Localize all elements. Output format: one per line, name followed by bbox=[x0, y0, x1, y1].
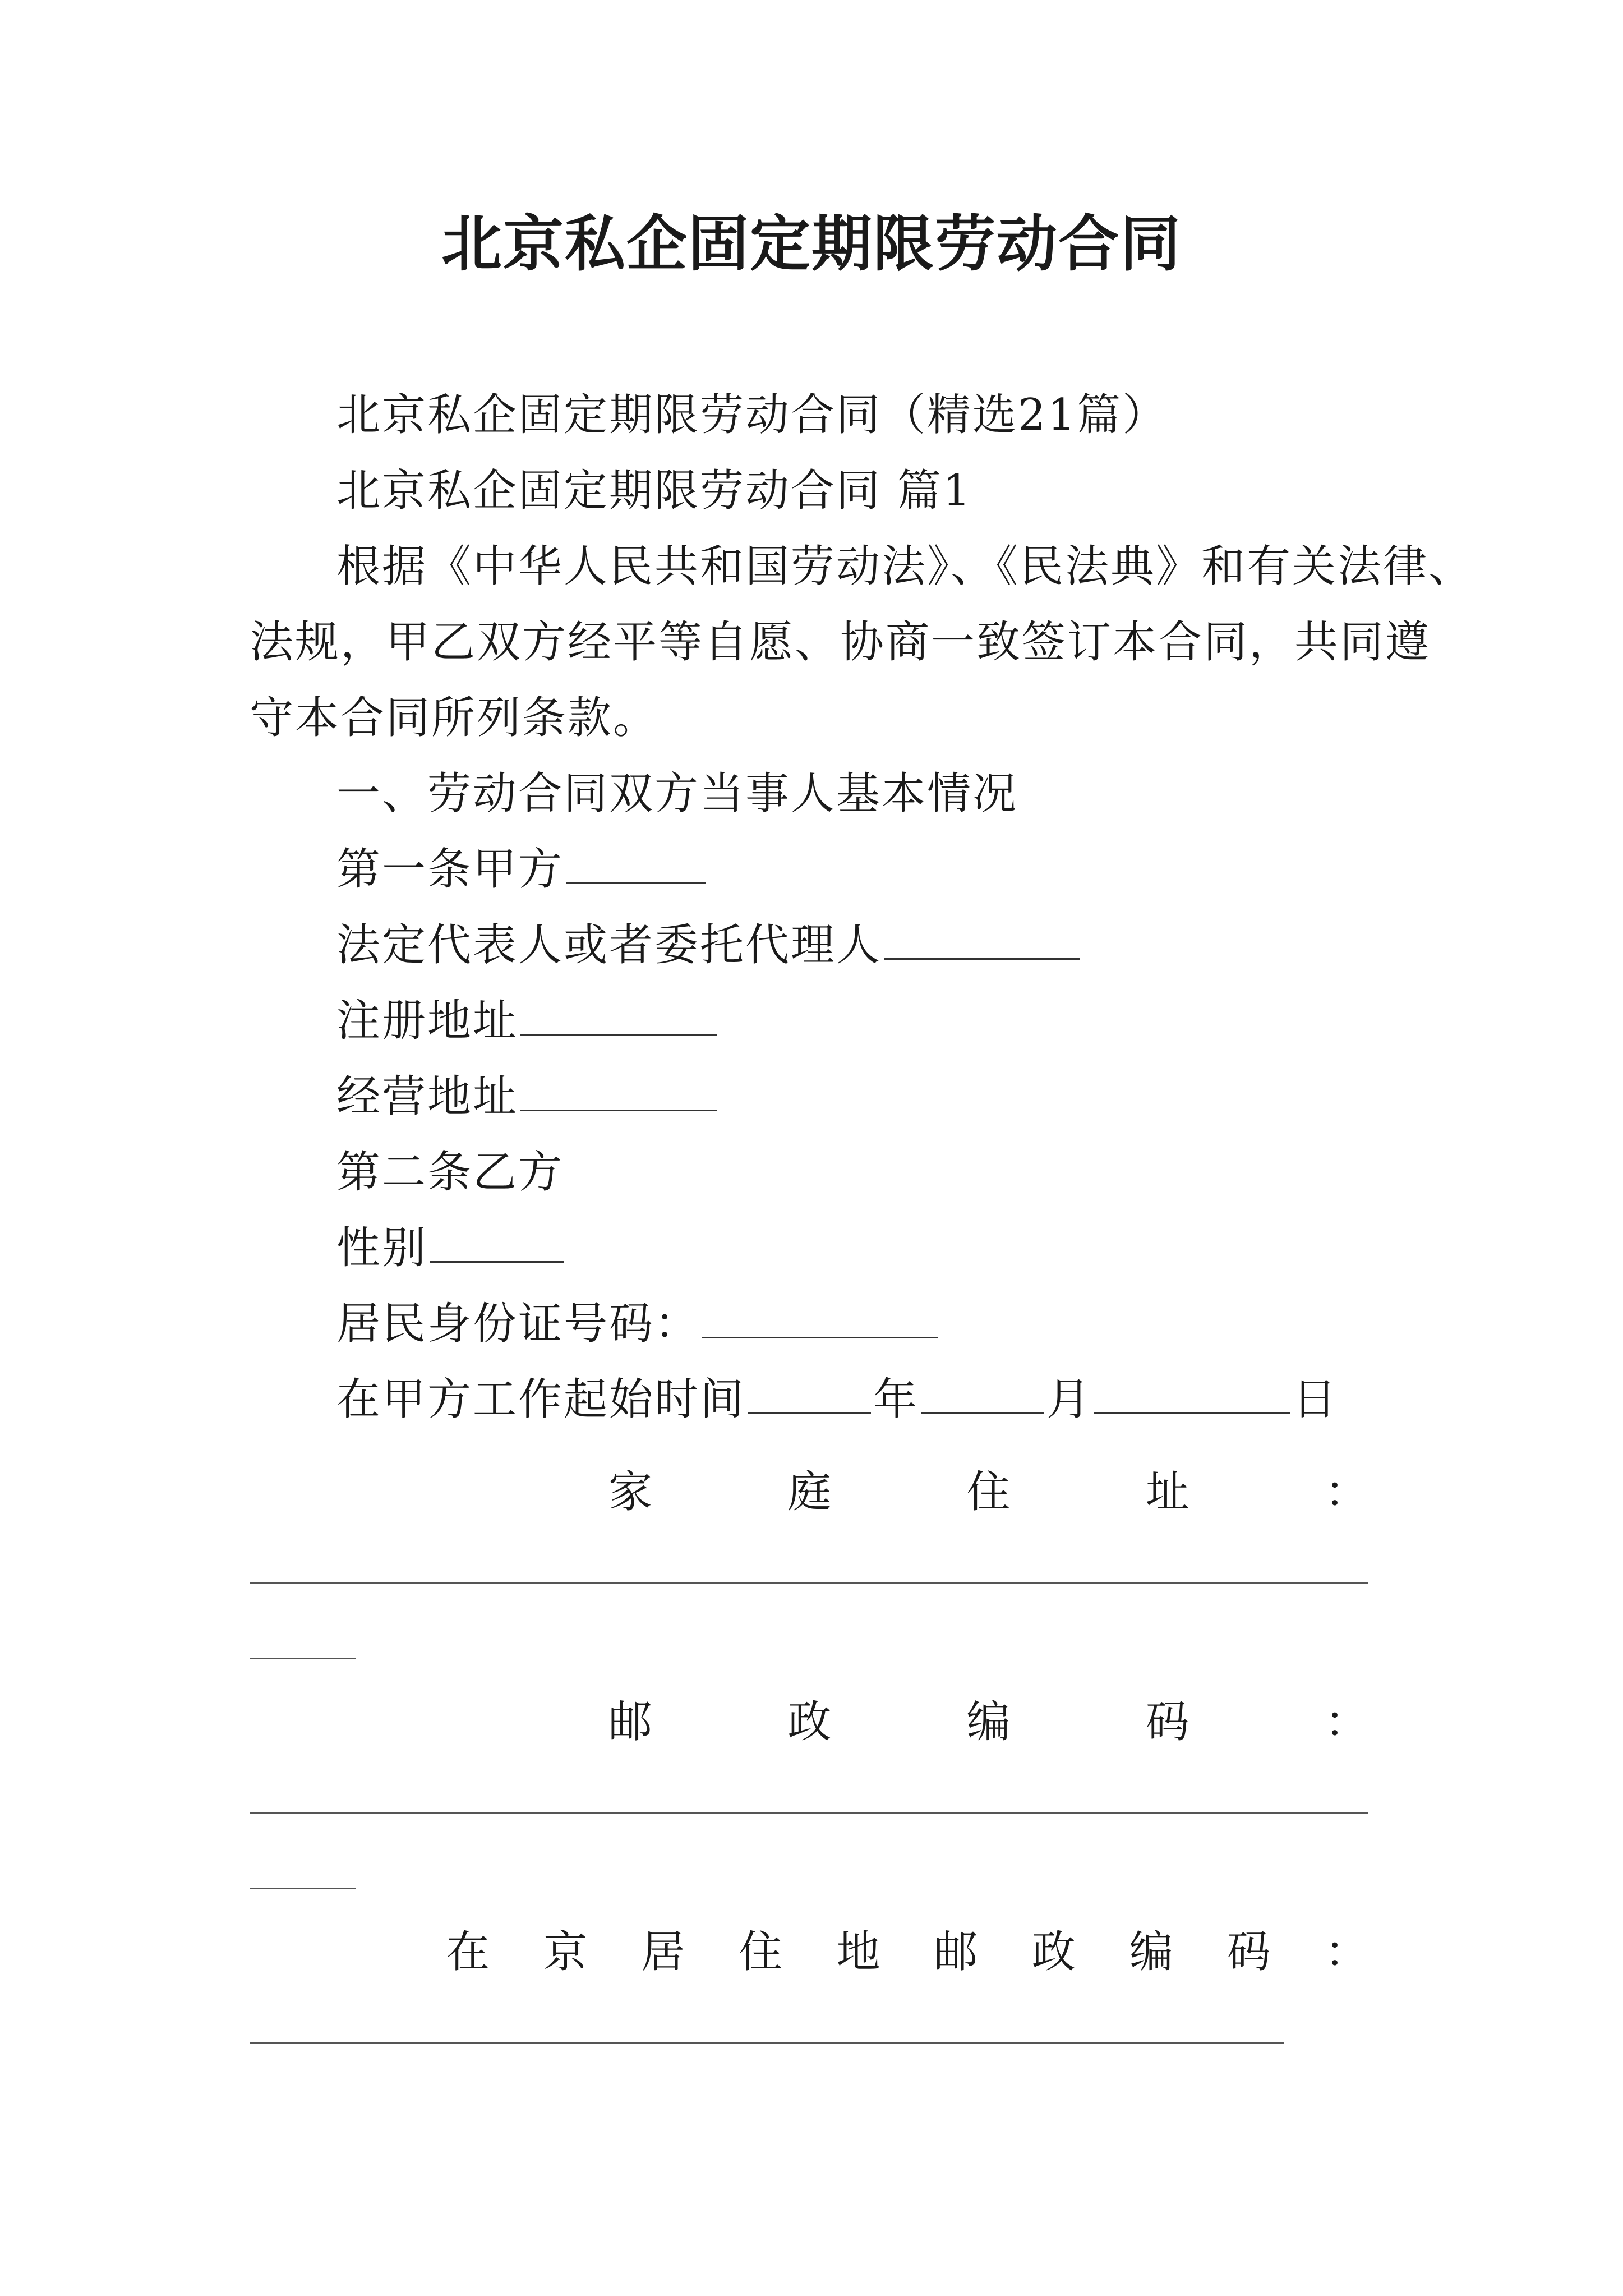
beijing-postal-char: 编 bbox=[1129, 1927, 1173, 1977]
business-address-label: 经营地址 bbox=[336, 1071, 519, 1122]
beijing-postal-char: 在 bbox=[446, 1927, 490, 1977]
start-time-label: 在甲方工作起始时间 bbox=[336, 1374, 746, 1425]
id-number-blank[interactable] bbox=[702, 1297, 938, 1338]
gender-row bbox=[336, 1220, 566, 1276]
intro-paragraph-line-2: 法规，甲乙双方经平等自愿、协商一致签订本合同，共同遵 bbox=[250, 617, 1431, 668]
month-label: 月 bbox=[1046, 1374, 1092, 1425]
party-b-label: 第二条乙方 bbox=[336, 1147, 564, 1198]
beijing-postal-char: 住 bbox=[739, 1927, 783, 1977]
year-label: 年 bbox=[873, 1374, 919, 1425]
registered-address-blank[interactable] bbox=[520, 995, 717, 1036]
document-subtitle: 北京私企固定期限劳动合同（精选21篇） bbox=[336, 390, 1168, 440]
beijing-postal-char: 邮 bbox=[934, 1927, 978, 1977]
legal-rep-row bbox=[336, 917, 1082, 973]
postal-code-char: 编 bbox=[966, 1697, 1011, 1747]
document-title: 北京私企固定期限劳动合同 bbox=[441, 209, 1182, 279]
business-address-blank[interactable] bbox=[520, 1070, 717, 1111]
beijing-postal-char: 地 bbox=[836, 1927, 880, 1977]
registered-address-row bbox=[336, 993, 719, 1049]
intro-paragraph-line-3: 守本合同所列条款。 bbox=[250, 693, 659, 743]
postal-code-label bbox=[608, 1694, 1368, 1750]
id-number-label: 居民身份证号码： bbox=[336, 1299, 700, 1349]
start-time-row bbox=[336, 1372, 1338, 1428]
home-address-label bbox=[608, 1464, 1368, 1520]
postal-code-blank-line-2[interactable] bbox=[250, 1888, 356, 1889]
home-address-char: ： bbox=[1324, 1467, 1368, 1517]
home-address-char: 住 bbox=[966, 1467, 1011, 1517]
home-address-char: 庭 bbox=[787, 1467, 832, 1517]
postal-code-blank-line-1[interactable] bbox=[250, 1812, 1368, 1814]
postal-code-char: 码 bbox=[1145, 1697, 1189, 1747]
business-address-row bbox=[336, 1069, 719, 1125]
start-year-blank[interactable] bbox=[748, 1373, 871, 1414]
section-heading: 北京私企固定期限劳动合同 篇1 bbox=[336, 466, 972, 516]
home-address-char: 家 bbox=[608, 1467, 653, 1517]
home-address-char: 址 bbox=[1145, 1467, 1189, 1517]
gender-label: 性别 bbox=[336, 1223, 428, 1273]
start-month-blank[interactable] bbox=[921, 1373, 1044, 1414]
intro-paragraph-line-1: 根据《中华人民共和国劳动法》、《民法典》和有关法律、 bbox=[336, 541, 1474, 592]
id-number-row bbox=[336, 1296, 940, 1352]
postal-code-char: 邮 bbox=[608, 1697, 653, 1747]
beijing-postal-code-label bbox=[446, 1924, 1368, 1980]
beijing-postal-char: 码 bbox=[1227, 1927, 1271, 1977]
day-label: 日 bbox=[1293, 1374, 1339, 1425]
beijing-postal-char: 政 bbox=[1031, 1927, 1076, 1977]
beijing-postal-char: ： bbox=[1324, 1927, 1368, 1977]
beijing-postal-code-blank-line[interactable] bbox=[250, 2042, 1284, 2044]
beijing-postal-char: 居 bbox=[641, 1927, 685, 1977]
beijing-postal-char: 京 bbox=[543, 1927, 588, 1977]
postal-code-char: 政 bbox=[787, 1697, 832, 1747]
legal-rep-label: 法定代表人或者委托代理人 bbox=[336, 920, 882, 970]
start-day-blank[interactable] bbox=[1094, 1373, 1290, 1414]
party-a-row bbox=[336, 841, 708, 898]
gender-blank[interactable] bbox=[430, 1222, 564, 1263]
registered-address-label: 注册地址 bbox=[336, 996, 519, 1046]
party-a-label: 第一条甲方 bbox=[336, 844, 564, 895]
part-one-heading: 一、劳动合同双方当事人基本情况 bbox=[336, 769, 1018, 819]
legal-rep-blank[interactable] bbox=[884, 919, 1080, 960]
home-address-blank-line-1[interactable] bbox=[250, 1582, 1368, 1584]
postal-code-char: ： bbox=[1324, 1697, 1368, 1747]
party-a-blank[interactable] bbox=[566, 843, 706, 884]
home-address-blank-line-2[interactable] bbox=[250, 1658, 356, 1659]
